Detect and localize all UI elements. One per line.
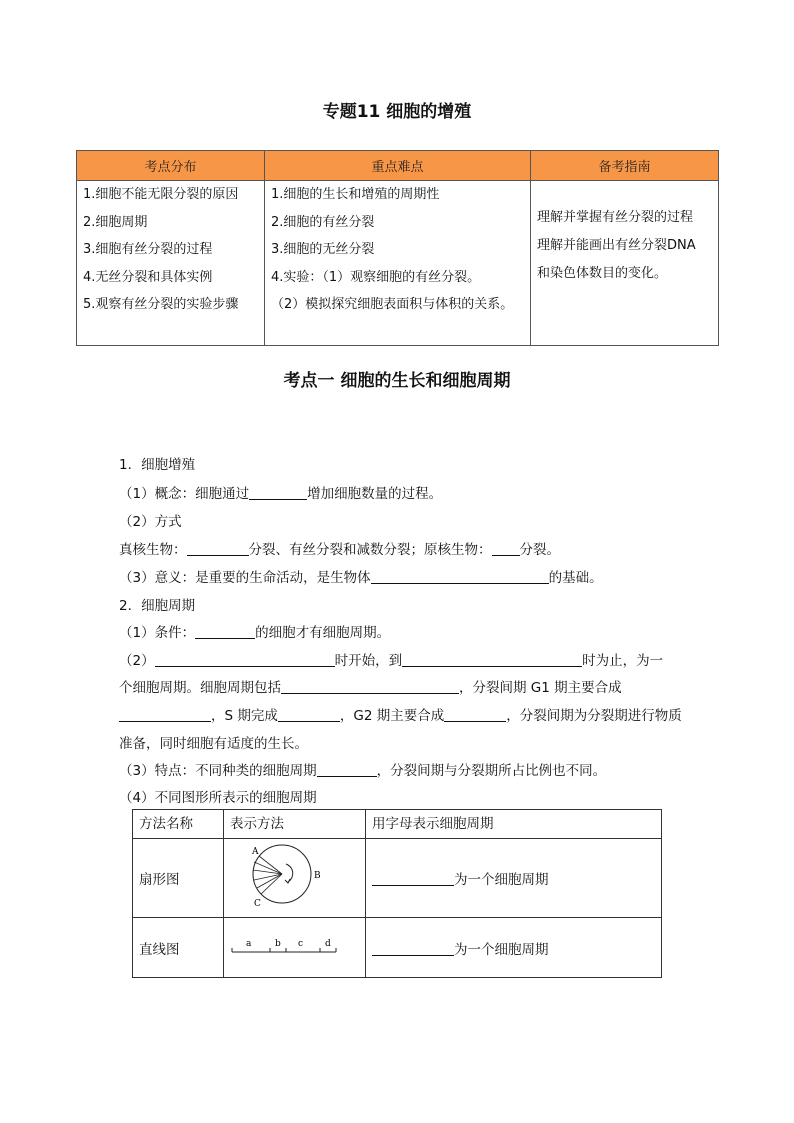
answer-blank[interactable] xyxy=(444,707,506,722)
answer-blank[interactable] xyxy=(372,871,454,886)
line-phases: ，S 期完成 ，G2 期主要合成 ，分裂间期为分裂期进行物质 xyxy=(119,704,682,724)
line-chart-name: 直线图 xyxy=(133,918,224,978)
exam-point-item: 2.细胞周期 xyxy=(83,214,148,230)
line-chart-answer: 为一个细胞周期 xyxy=(366,918,662,978)
fan-label-c: C xyxy=(254,899,261,909)
line-condition: （1）条件： 的细胞才有细胞周期。 xyxy=(119,625,391,641)
header-exam-points: 考点分布 xyxy=(77,151,265,181)
answer-blank[interactable] xyxy=(195,624,255,639)
line-method: （2）方式 xyxy=(119,514,182,530)
fan-chart-answer: 为一个细胞周期 xyxy=(366,839,662,918)
answer-blank[interactable] xyxy=(492,541,520,556)
exam-point-item: 1.细胞不能无限分裂的原因 xyxy=(83,187,239,202)
difficulty-item: 1.细胞的生长和增殖的周期性 xyxy=(271,187,440,202)
line-label-d: d xyxy=(325,938,331,949)
header-key-difficulties: 重点难点 xyxy=(265,151,531,181)
exam-points-cell xyxy=(77,181,265,346)
fan-label-a: A xyxy=(252,847,259,857)
page-title: 专题11 细胞的增殖 xyxy=(322,102,472,122)
guide-item: 和染色体数目的变化。 xyxy=(537,266,668,281)
line-concept: （1）概念：细胞通过 增加细胞数量的过程。 xyxy=(119,486,443,502)
answer-blank[interactable] xyxy=(402,652,582,667)
difficulty-item: （2）模拟探究细胞表面积与体积的关系。 xyxy=(271,297,514,312)
line-definition: （2） 时开始，到 时为止，为一 xyxy=(119,653,664,669)
line-organisms: 真核生物： 分裂、有丝分裂和减数分裂；原核生物： 分裂。 xyxy=(119,542,560,558)
answer-blank[interactable] xyxy=(187,541,249,556)
guide-item: 理解并掌握有丝分裂的过程 xyxy=(537,210,694,225)
fan-label-b: B xyxy=(314,871,321,881)
header-study-guide: 备考指南 xyxy=(531,151,719,181)
exam-point-item: 3.细胞有丝分裂的过程 xyxy=(83,242,213,257)
overview-table xyxy=(76,150,719,346)
answer-blank[interactable] xyxy=(155,652,335,667)
guide-item: 理解并能画出有丝分裂DNA xyxy=(537,238,696,253)
exam-point-item: 4.无丝分裂和具体实例 xyxy=(83,269,213,285)
answer-blank[interactable] xyxy=(317,762,377,777)
line-cycle-includes: 个细胞周期。细胞周期包括 ，分裂间期 G1 期主要合成 xyxy=(119,680,622,696)
difficulty-item: 3.细胞的无丝分裂 xyxy=(271,242,375,257)
difficulty-item: 4.实验：（1）观察细胞的有丝分裂。 xyxy=(271,269,481,285)
line-preparation: 准备，同时细胞有适度的生长。 xyxy=(119,736,308,752)
answer-blank[interactable] xyxy=(278,707,340,722)
answer-blank[interactable] xyxy=(281,679,459,694)
heading-cell-proliferation: 1．细胞增殖 xyxy=(119,457,196,473)
line-label-c: c xyxy=(298,938,304,949)
header-letter-cycle: 用字母表示细胞周期 xyxy=(366,810,662,839)
study-guide-cell xyxy=(531,181,719,346)
line-label-b: b xyxy=(275,938,281,949)
line-figures: （4）不同图形所表示的细胞周期 xyxy=(119,790,317,806)
key-difficulties-cell xyxy=(265,181,531,346)
fan-diagram-icon xyxy=(230,840,330,912)
exam-point-item: 5.观察有丝分裂的实验步骤 xyxy=(83,297,239,312)
answer-blank[interactable] xyxy=(371,569,549,584)
line-label-a: a xyxy=(246,938,252,949)
header-representation: 表示方法 xyxy=(224,810,366,839)
fan-chart-name: 扇形图 xyxy=(133,839,224,918)
line-chart-figure xyxy=(224,918,366,978)
line-features: （3）特点：不同种类的细胞周期 ，分裂间期与分裂期所占比例也不同。 xyxy=(119,763,607,779)
line-diagram-icon xyxy=(230,934,340,958)
line-significance: （3）意义：是重要的生命活动，是生物体 的基础。 xyxy=(119,570,603,586)
header-method-name: 方法名称 xyxy=(133,810,224,839)
answer-blank[interactable] xyxy=(372,941,454,956)
cell-cycle-table xyxy=(132,809,662,978)
answer-blank[interactable] xyxy=(249,485,307,500)
difficulty-item: 2.细胞的有丝分裂 xyxy=(271,214,375,230)
answer-blank[interactable] xyxy=(119,707,211,722)
heading-cell-cycle: 2．细胞周期 xyxy=(119,598,196,614)
fan-chart-figure xyxy=(224,839,366,918)
section-title: 考点一 细胞的生长和细胞周期 xyxy=(283,371,511,391)
